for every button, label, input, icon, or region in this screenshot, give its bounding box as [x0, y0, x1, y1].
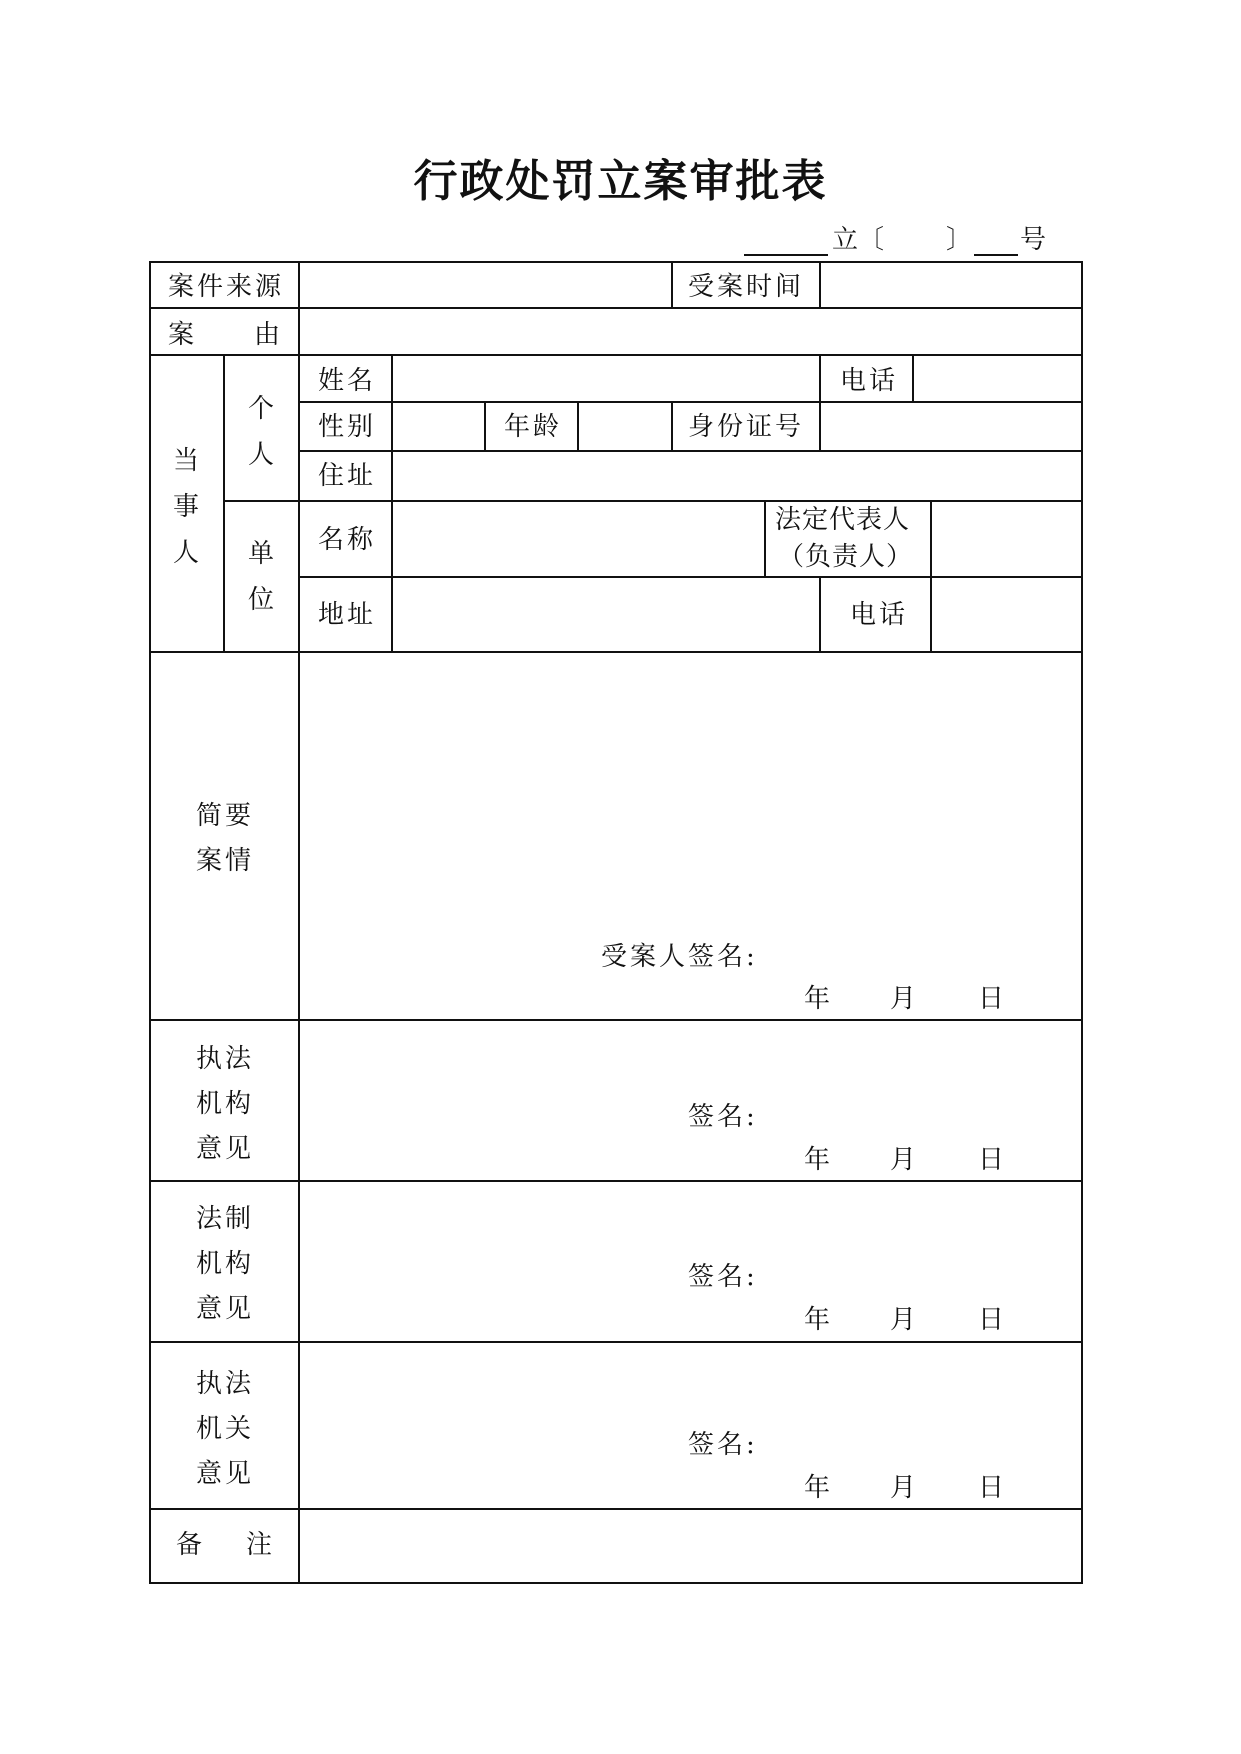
- table-column-rule: [819, 576, 821, 653]
- case-reason-field[interactable]: [301, 310, 1080, 353]
- name-field[interactable]: [394, 357, 818, 400]
- enforcement-org-date-day: 日: [978, 1145, 1008, 1175]
- legal-org-line: 法制: [196, 1204, 255, 1234]
- table-rule: [223, 500, 1083, 502]
- enforcement-authority-line: 执法: [196, 1369, 255, 1399]
- form-title: 行政处罚立案审批表: [413, 156, 828, 207]
- enforcement-org-signature-label: 签名:: [688, 1102, 758, 1132]
- legal-rep-field[interactable]: [933, 503, 1080, 575]
- table-column-rule: [930, 576, 932, 653]
- table-rule: [149, 354, 1083, 356]
- brief-date-day: 日: [978, 984, 1008, 1014]
- party-char: 事: [172, 492, 199, 522]
- table-border-left: [149, 261, 151, 1584]
- unit-name-field[interactable]: [394, 503, 763, 575]
- remarks-label-1: 备: [176, 1530, 206, 1560]
- receive-time-field[interactable]: [822, 264, 1080, 306]
- case-source-label: 案件来源: [168, 272, 285, 302]
- unit-char: 位: [247, 585, 274, 615]
- enforcement-authority-line: 意见: [196, 1459, 255, 1489]
- address-label: 住址: [318, 461, 377, 491]
- legal-org-label: [196, 1197, 254, 1332]
- gender-field[interactable]: [394, 404, 483, 449]
- enforcement-org-line: 执法: [196, 1044, 255, 1074]
- legal-rep-sub-label: （负责人）: [778, 542, 914, 572]
- enforcement-org-date-year: 年: [804, 1145, 834, 1175]
- party-label: [166, 438, 206, 576]
- enforcement-authority-date-day: 日: [978, 1473, 1008, 1503]
- legal-org-date-month: 月: [890, 1305, 920, 1335]
- enforcement-authority-date-year: 年: [804, 1473, 834, 1503]
- table-border-top: [149, 261, 1083, 263]
- brief-case-label: [196, 794, 254, 884]
- doc-prefix-blank[interactable]: [744, 254, 828, 256]
- legal-org-date-day: 日: [978, 1305, 1008, 1335]
- table-rule: [149, 1019, 1083, 1021]
- age-field[interactable]: [580, 404, 670, 449]
- phone-label: 电话: [840, 366, 899, 396]
- legal-org-line: 意见: [196, 1294, 255, 1324]
- enforcement-authority-date-month: 月: [890, 1473, 920, 1503]
- enforcement-org-label: [196, 1037, 254, 1172]
- case-reason-label-1: 案: [168, 320, 198, 350]
- id-number-label: 身份证号: [688, 412, 805, 442]
- enforcement-org-date-month: 月: [890, 1145, 920, 1175]
- table-rule: [149, 307, 1083, 309]
- table-column-rule: [819, 354, 821, 403]
- table-rule: [149, 1341, 1083, 1343]
- table-column-rule: [764, 500, 766, 578]
- receiver-signature-label: 受案人签名:: [601, 942, 758, 972]
- unit-address-label: 地址: [318, 600, 377, 630]
- table-column-rule: [930, 500, 932, 578]
- table-border-right: [1081, 261, 1083, 1584]
- legal-org-date-year: 年: [804, 1305, 834, 1335]
- unit-name-label: 名称: [318, 525, 377, 555]
- receive-time-label: 受案时间: [688, 272, 805, 302]
- table-column-rule: [671, 261, 673, 309]
- unit-char: 单: [247, 539, 274, 569]
- phone-field[interactable]: [915, 357, 1080, 400]
- brief-date-year: 年: [804, 984, 834, 1014]
- individual-label: [241, 386, 281, 478]
- table-column-rule: [298, 261, 300, 1584]
- table-column-rule: [671, 401, 673, 452]
- table-column-rule: [912, 354, 914, 403]
- gender-label: 性别: [318, 412, 377, 442]
- table-column-rule: [819, 401, 821, 452]
- name-label: 姓名: [318, 366, 377, 396]
- table-rule: [149, 1508, 1083, 1510]
- enforcement-authority-label: [196, 1362, 254, 1497]
- party-char: 当: [172, 446, 199, 476]
- enforcement-authority-field[interactable]: [301, 1344, 1080, 1507]
- table-column-rule: [223, 354, 225, 653]
- table-column-rule: [484, 401, 486, 452]
- doc-hao-label: 号: [1020, 225, 1047, 255]
- legal-org-signature-label: 签名:: [688, 1262, 758, 1292]
- enforcement-authority-line: 机关: [196, 1414, 255, 1444]
- remarks-label-2: 注: [246, 1530, 276, 1560]
- case-source-field[interactable]: [301, 264, 670, 306]
- individual-char: 个: [247, 394, 274, 424]
- table-rule: [149, 1180, 1083, 1182]
- id-number-field[interactable]: [822, 404, 1080, 449]
- table-rule: [298, 576, 1083, 578]
- remarks-field[interactable]: [301, 1511, 1080, 1581]
- brief-case-line: 案情: [196, 846, 255, 876]
- doc-li-label: 立〔: [832, 225, 885, 255]
- enforcement-org-line: 机构: [196, 1089, 255, 1119]
- table-border-bottom: [149, 1582, 1083, 1584]
- enforcement-authority-signature-label: 签名:: [688, 1430, 758, 1460]
- table-column-rule: [577, 401, 579, 452]
- table-rule: [149, 651, 1083, 653]
- party-char: 人: [172, 538, 199, 568]
- enforcement-org-line: 意见: [196, 1134, 255, 1164]
- doc-close-bracket: 〕: [946, 225, 973, 255]
- unit-phone-label: 电话: [850, 600, 909, 630]
- doc-number-blank[interactable]: [974, 254, 1018, 256]
- unit-label: [241, 531, 281, 623]
- brief-date-month: 月: [890, 984, 920, 1014]
- age-label: 年龄: [504, 412, 563, 442]
- table-rule: [298, 401, 1083, 403]
- table-column-rule: [391, 354, 393, 653]
- address-field[interactable]: [394, 453, 1080, 499]
- legal-org-line: 机构: [196, 1249, 255, 1279]
- table-rule: [298, 450, 1083, 452]
- individual-char: 人: [247, 440, 274, 470]
- unit-address-field[interactable]: [394, 579, 818, 650]
- brief-case-line: 简要: [196, 801, 255, 831]
- legal-rep-label: 法定代表人: [775, 505, 911, 535]
- unit-phone-field[interactable]: [933, 579, 1080, 650]
- case-reason-label-2: 由: [254, 320, 284, 350]
- table-column-rule: [819, 261, 821, 309]
